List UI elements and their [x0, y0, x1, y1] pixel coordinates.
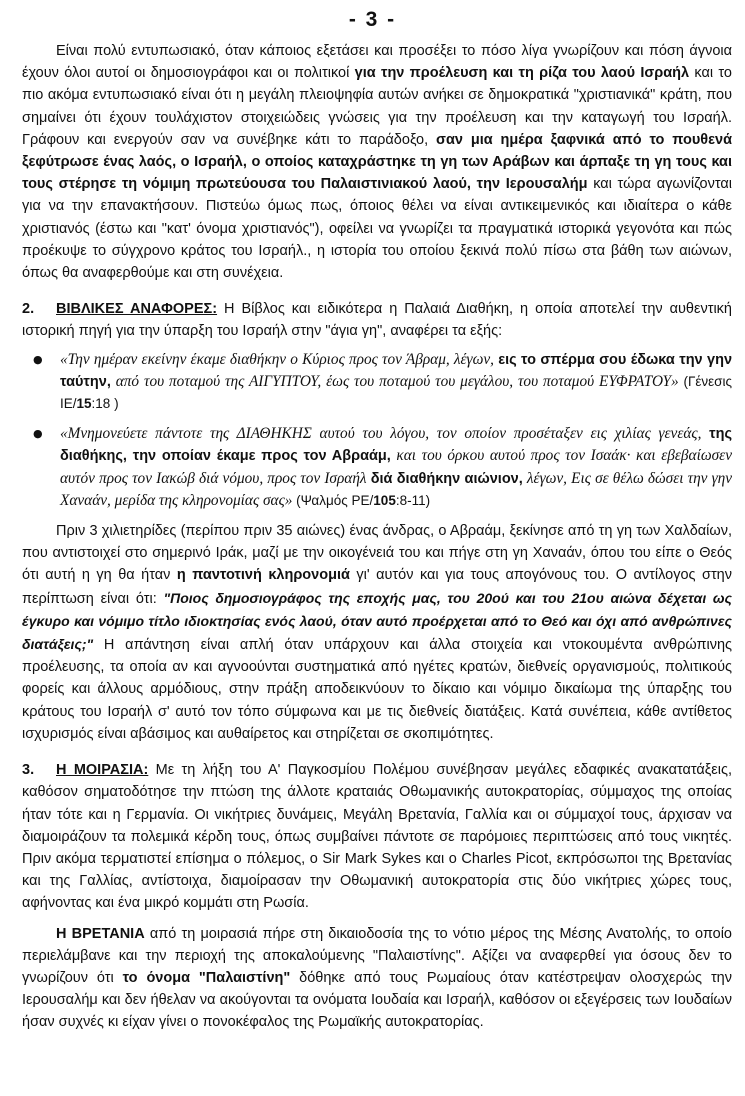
bullet-icon: ●	[33, 352, 43, 366]
section-number: 2.	[22, 301, 35, 318]
scripture-reference: (Γένεσις ΙΕ/15:18 )	[60, 373, 732, 412]
page-number: - 3 -	[348, 8, 397, 31]
section-number: 3.	[22, 762, 35, 779]
scripture-reference: (Ψαλμός ΡΕ/105:8-11)	[292, 492, 431, 508]
list-item: ● «Την ημέραν εκείνην έκαμε διαθήκην ο Κύριος προς τον Άβραμ, λέγων, εις το σπέρμα σου έδωκα την γην ταύτην, από του ποταμού της ΑΙΓΥΠΤΟΥ, έως του ποταμού του μεγάλου, του ποταμού ΕΥΦΡΑΤΟΥ» (Γένεσις ΙΕ/15:18 )	[33, 350, 733, 412]
bullet-icon: ●	[33, 427, 43, 441]
list-item: ● «Μνημονεύετε πάντοτε της ΔΙΑΘΗΚΗΣ αυτού του λόγου, τον οποίον προσέταξεν εις χιλίας γενεάς, της διαθήκης, την οποίαν έκαμε προς τον Αβραάμ, και του όρκου αυτού προς τον Ισαάκ· και εβεβαίωσεν αυτόν προς τον Ιακώβ διά νόμου, προς τον Ισραήλ διά διαθήκην αιώνιον, λέγων, Εις σε θέλω δώσει την γην Χαναάν, μερίδα της κληρονομίας σας» (Ψαλμός ΡΕ/105:8-11)	[33, 425, 733, 509]
document-body	[22, 40, 732, 1034]
quote-list	[22, 349, 732, 512]
intro-paragraph: Είναι πολύ εντυπωσιακό, όταν κάποιος εξετάσει και προσέξει το πόσο λίγα γνωρίζουν και πόση άγνοια έχουν όλοι αυτοί οι δημοσιογράφοι και οι πολιτικοί για την προέλευση και τη ρίζα του λαού Ισραήλ και το πιο ακόμα εντυπωσιακό είναι ότι η μεγάλη πλειοψηφία αυτών ανήκει σε δημοκρατικά "χριστιανικά" κράτη, που σημαίνει ότι έχουν τουλάχιστον στοιχειώδεις γνώσεις για την προέλευση και την καταγωγή του Ισραήλ. Γράφουν και ενεργούν σαν να συνέβηκε κάτι το παράδοξο, σαν μια ημέρα ξαφνικά από το πουθενά ξεφύτρωσε ένας λαός, ο Ισραήλ, ο οποίος καταχράστηκε τη γη των Αράβων και άρπαξε τη γη τους και τους στέρησε τη νόμιμη πρωτεύουσα του Παλαιστινιακού λαού, την Ιερουσαλήμ και τώρα αγωνίζονται για να την επανακτήσουν. Πιστεύω όμως πως, όποιος θέλει να είναι αντικειμενικός και ιδιαίτερα ο κάθε χριστιανός (έστω και "κατ' όνομα χριστιανός"), οφείλει να γνωρίζει τα πραγματικά ιστορικά γεγονότα και πώς προέκυψε το σύγχρονο κράτος του Ισραήλ., η ιστορία του οποίου ξεκινά πολύ πίσω στα βάθη των αιώνων, όπως θα αναφερθούμε και στη συνέχεια.	[22, 43, 732, 282]
section-2-paragraph: Πριν 3 χιλιετηρίδες (περίπου πριν 35 αιώνες) ένας άνδρας, ο Αβραάμ, ξεκίνησε από τη γη των Χαλδαίων, που αντιστοιχεί στο σημερινό Ιράκ, μαζί με την οικογένειά του και πήγε στη γη Χαναάν, όπου του είπε ο Θεός ότι αυτή η γη θα ήταν η παντοτινή κληρονομιά γι' αυτόν και για τους απογόνους του. Ο αντίλογος στην περίπτωση είναι ότι: "Ποιος δημοσιογράφος της εποχής μας, του 20ού και του 21ου αιώνα δέχεται ως έγκυρο και νόμιμο τίτλο ιδιοκτησίας ενός λαού, όταν αυτό προέρχεται από το Θεό και όχι από ανθρώπινες διατάξεις;" Η απάντηση είναι απλή όταν υπάρχουν και άλλα στοιχεία και ντοκουμέντα ανθρώπινης προέλευσης, τα οποία αν και αγνοούνται συστηματικά από ηγέτες κρατών, διεθνείς οργανισμούς, πολιτικούς φορείς και άλλους αρμόδιους, στην πράξη αποδεικνύουν το δίκαιο και νόμιμο δικαίωμα της ύπαρξης του κράτους του Ισραήλ σ' αυτό τον τόπο σύμφωνα και με τις διεθνείς διατάξεις. Κατά συνέπεια, κάθε αντίθετος ισχυρισμός είναι αβάσιμος και αυθαίρετος και στηρίζεται σε σκοπιμότητες.	[22, 523, 732, 742]
section-3-paragraph: Η ΒΡΕΤΑΝΙΑ από τη μοιρασιά πήρε στη δικαιοδοσία της το νότιο μέρος της Μέσης Ανατολής, το οποίο περιελάμβανε και την περιοχή της αποκαλούμενης "Παλαιστίνης". Αξίζει να αναφερθεί για όσους δεν το γνωρίζουν ότι το όνομα "Παλαιστίνη" δόθηκε από τους Ρωμαίους όταν κατέστρεψαν ολοσχερώς την Ιερουσαλήμ και δεν ήθελαν να ακούγονται τα ονόματα Ιουδαία και Ισραήλ, καθόσον οι εξεγέρσεις των Ιουδαίων ήσαν συχνές κι είχαν γίνει ο πονοκέφαλος της Ρωμαϊκής αυτοκρατορίας.	[22, 925, 732, 1031]
section-2-intro: 2. ΒΙΒΛΙΚΕΣ ΑΝΑΦΟΡΕΣ: Η Βίβλος και ειδικότερα η Παλαιά Διαθήκη, η οποία αποτελεί την αυθεντική ιστορική πηγή για την ύπαρξη του Ισραήλ στην "άγια γη", αναφέρει τα εξής:	[22, 298, 732, 342]
section-3-intro: 3. Η ΜΟΙΡΑΣΙΑ: Με τη λήξη του Α' Παγκοσμίου Πολέμου συνέβησαν μεγάλες εδαφικές ανακατατάξεις, καθόσον σηματοδότησε την πτώση της άλλοτε κραταιάς Οθωμανικής αυτοκρατορίας, σύμμαχος της οποίας ήταν τότε και η Γερμανία. Οι νικήτριες δυνάμεις, Μεγάλη Βρετανία, Γαλλία και οι σύμμαχοί τους, άρχισαν να διαμοιράζουν τα πολεμικά κέρδη τους, όπως συμβαίνει πάντοτε σε παρόμοιες περιπτώσεις από τους νικητές. Πριν ακόμα τερματιστεί επίσημα ο πόλεμος, ο Sir Mark Sykes και ο Charles Picot, εκπρόσωποι της Βρετανίας και της Γαλλίας, αντίστοιχα, διαμοίρασαν την Οθωμανική αυτοκρατορία στις δύο νικήτριες χώρες τους, αφήνοντας και ένα μικρό κομμάτι στη Ρωσία.	[22, 759, 732, 914]
section-heading: Η ΜΟΙΡΑΣΙΑ:	[56, 762, 149, 779]
section-heading: ΒΙΒΛΙΚΕΣ ΑΝΑΦΟΡΕΣ:	[56, 301, 218, 318]
